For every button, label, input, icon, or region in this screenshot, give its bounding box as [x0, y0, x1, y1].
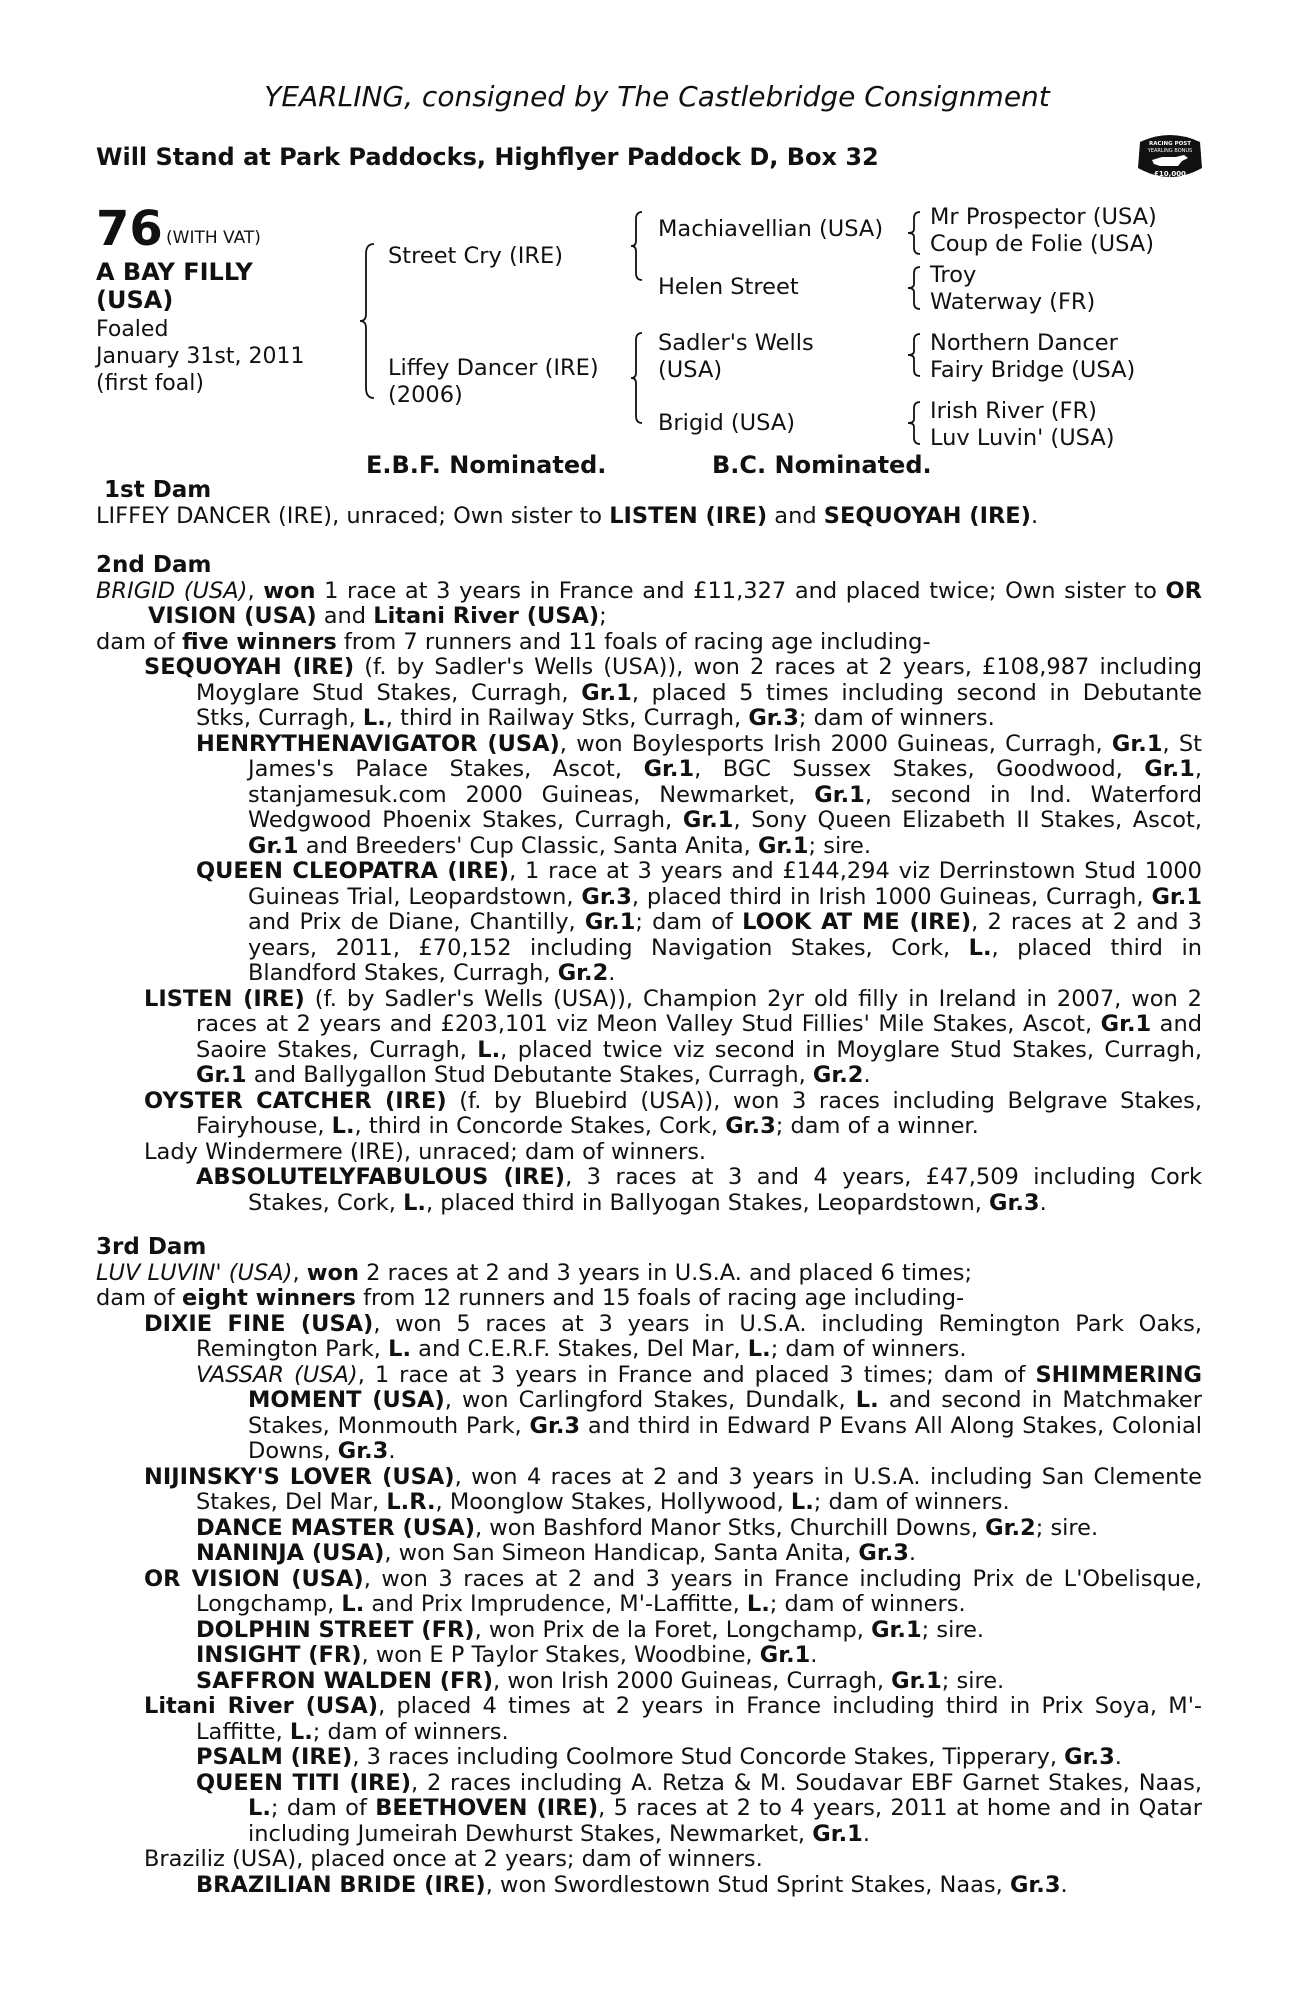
logo-text-mid: YEARLING BONUS — [1147, 148, 1193, 154]
pedigree-dsd: Fairy Bridge (USA) — [930, 357, 1136, 383]
bc-nominated: B.C. Nominated. — [712, 451, 932, 479]
pedigree-ddd: Luv Luvin' (USA) — [930, 425, 1115, 451]
pedigree-sds: Troy — [930, 262, 977, 288]
foaled-label: Foaled — [96, 317, 169, 342]
first-dam-text: LIFFEY DANCER (IRE), unraced; Own sister to LISTEN (IRE) and SEQUOYAH (IRE). — [96, 502, 1039, 529]
page-title: YEARLING, consigned by The Castlebridge Consignment — [264, 80, 1050, 113]
pedigree-brace-sire — [630, 207, 654, 285]
pedigree-brace-ds — [906, 330, 928, 380]
pedigree-brace-ss — [906, 208, 928, 258]
second-dam-intro: BRIGID (USA), won 1 race at 3 years in France and £11,327 and placed twice; Own sister to OR VISION (USA) and Litani River (USA); — [96, 577, 1202, 629]
pedigree-dam-line1: Liffey Dancer (IRE) — [388, 355, 599, 381]
first-dam-heading: 1st Dam — [104, 477, 212, 503]
pedigree-sss: Mr Prospector (USA) — [930, 204, 1157, 230]
second-dam-produce: dam of five winners from 7 runners and 11 foals of racing age including- — [96, 628, 931, 655]
pedigree-ssd: Coup de Folie (USA) — [930, 231, 1154, 257]
list-item: HENRYTHENAVIGATOR (USA), won Boylesports Irish 2000 Guineas, Curragh, Gr.1, St James's Palace Stakes, Ascot, Gr.1, BGC Sussex Stakes, Goodwood, Gr.1, stanjamesuk.com 2000 Guineas, Newmarket, Gr.1, second in Ind. Waterford Wedgwood Phoenix Stakes, Curragh, Gr.1, Sony Queen Elizabeth II Stakes, Ascot, Gr.1 and Breeders' Cup Classic, Santa Anita, Gr.1; sire. — [196, 730, 1202, 859]
vat-label: (WITH VAT) — [166, 228, 261, 248]
list-item: OYSTER CATCHER (IRE) (f. by Bluebird (USA)), won 3 races including Belgrave Stakes, Fairyhouse, L., third in Concorde Stakes, Cork, Gr.3; dam of a winner. — [144, 1087, 1203, 1139]
second-dam-heading: 2nd Dam — [96, 552, 212, 578]
logo-text-amount: £10,000 — [1154, 170, 1186, 178]
list-item: NIJINSKY'S LOVER (USA), won 4 races at 2 and 3 years in U.S.A. including San Clemente Stakes, Del Mar, L.R., Moonglow Stakes, Hollywood, L.; dam of winners. — [144, 1463, 1203, 1515]
list-item: QUEEN CLEOPATRA (IRE), 1 race at 3 years and £144,294 viz Derrinstown Stud 1000 Guineas Trial, Leopardstown, Gr.3, placed third in Irish 1000 Guineas, Curragh, Gr.1 and Prix de Diane, Chantilly, Gr.1; dam of LOOK AT ME (IRE), 2 races at 2 and 3 years, 2011, £70,152 including Navigation Stakes, Cork, L., placed third in Blandford Stakes, Curragh, Gr.2. — [196, 858, 1202, 986]
list-item: ABSOLUTELYFABULOUS (IRE), 3 races at 3 and 4 years, £47,509 including Cork Stakes, Cork, L., placed third in Ballyogan Stakes, Leopardstown, Gr.3. — [196, 1164, 1202, 1216]
first-foal: (first foal) — [96, 371, 204, 396]
list-item: LISTEN (IRE) (f. by Sadler's Wells (USA)), Champion 2yr old filly in Ireland in 2007, won 2 races at 2 years and £203,101 viz Meon Valley Stud Fillies' Mile Stakes, Ascot, Gr.1 and Saoire Stakes, Curragh, L., placed twice viz second in Moyglare Stud Stakes, Curragh, Gr.1 and Ballygallon Stud Debutante Stakes, Curragh, Gr.2. — [144, 985, 1203, 1088]
lot-name-line2: (USA) — [96, 286, 174, 314]
ebf-nominated: E.B.F. Nominated. — [366, 451, 607, 479]
list-item: OR VISION (USA), won 3 races at 2 and 3 years in France including Prix de L'Obelisque, Longchamp, L. and Prix Imprudence, M'-Laffitte, L.; dam of winners. — [144, 1565, 1202, 1617]
list-item: DANCE MASTER (USA), won Bashford Manor Stks, Churchill Downs, Gr.2; sire. — [196, 1514, 1099, 1541]
foaled-date: January 31st, 2011 — [96, 344, 305, 369]
pedigree-dds: Irish River (FR) — [930, 398, 1097, 424]
logo-text-top: RACING POST — [1148, 141, 1192, 147]
lot-description — [96, 258, 296, 314]
third-dam-heading: 3rd Dam — [96, 1234, 207, 1260]
list-item: SAFFRON WALDEN (FR), won Irish 2000 Guineas, Curragh, Gr.1; sire. — [196, 1667, 1005, 1694]
list-item: Lady Windermere (IRE), unraced; dam of winners. — [144, 1138, 707, 1165]
list-item: Litani River (USA), placed 4 times at 2 years in France including third in Prix Soya, M'-Laffitte, L.; dam of winners. — [144, 1693, 1202, 1745]
first-dam-section — [96, 478, 1202, 529]
second-dam-section — [96, 553, 1202, 1216]
pedigree-brace-gen1 — [360, 236, 390, 406]
list-item: DIXIE FINE (USA), won 5 races at 3 years in U.S.A. including Remington Park Oaks, Remington Park, L. and C.E.R.F. Stakes, Del Mar, L.; dam of winners. — [144, 1310, 1203, 1362]
pedigree-dd: Brigid (USA) — [658, 410, 796, 436]
pedigree-sdd: Waterway (FR) — [930, 289, 1096, 315]
list-item: BRAZILIAN BRIDE (IRE), won Swordlestown Stud Sprint Stakes, Naas, Gr.3. — [196, 1871, 1068, 1898]
third-dam-intro: LUV LUVIN' (USA), won 2 races at 2 and 3 years in U.S.A. and placed 6 times; — [96, 1259, 973, 1286]
list-item: SEQUOYAH (IRE) (f. by Sadler's Wells (USA)), won 2 races at 2 years, £108,987 including Moyglare Stud Stakes, Curragh, Gr.1, placed 5 times including second in Debutante Stks, Curragh, L., third in Railway Stks, Curragh, Gr.3; dam of winners. — [144, 654, 1202, 731]
list-item: INSIGHT (FR), won E P Taylor Stakes, Woodbine, Gr.1. — [196, 1642, 818, 1668]
pedigree-ds-line2: (USA) — [658, 357, 723, 383]
list-item: QUEEN TITI (IRE), 2 races including A. Retza & M. Soudavar EBF Garnet Stakes, Naas, L.; dam of BEETHOVEN (IRE), 5 races at 2 to 4 years, 2011 at home and in Qatar including Jumeirah Dewhurst Stakes, Newmarket, Gr.1. — [196, 1769, 1203, 1847]
pedigree-sire: Street Cry (IRE) — [388, 243, 563, 269]
third-dam-section — [96, 1235, 1202, 1898]
lot-name-line1: A BAY FILLY — [96, 258, 253, 286]
pedigree-ds — [658, 330, 814, 384]
lot-number: 76 — [96, 201, 163, 257]
pedigree-sd: Helen Street — [658, 274, 799, 300]
stand-location: Will Stand at Park Paddocks, Highflyer Paddock D, Box 32 — [96, 143, 879, 171]
pedigree-dam — [388, 355, 599, 409]
list-item: DOLPHIN STREET (FR), won Prix de la Foret, Longchamp, Gr.1; sire. — [196, 1616, 985, 1643]
pedigree-brace-dam — [630, 328, 654, 428]
pedigree-dss: Northern Dancer — [930, 330, 1118, 356]
foaled-info — [96, 316, 304, 397]
list-item: VASSAR (USA), 1 race at 3 years in France and placed 3 times; dam of SHIMMERING MOMENT (USA), won Carlingford Stakes, Dundalk, L. and second in Matchmaker Stakes, Monmouth Park, Gr.3 and third in Edward P Evans All Along Stakes, Colonial Downs, Gr.3. — [196, 1361, 1202, 1464]
yearling-bonus-logo — [1132, 128, 1208, 186]
pedigree-dam-line2: (2006) — [388, 382, 463, 408]
list-item: NANINJA (USA), won San Simeon Handicap, Santa Anita, Gr.3. — [196, 1540, 917, 1566]
pedigree-ss: Machiavellian (USA) — [658, 216, 884, 242]
pedigree-brace-dd — [906, 398, 928, 448]
list-item: Braziliz (USA), placed once at 2 years; dam of winners. — [144, 1846, 763, 1872]
third-dam-produce: dam of eight winners from 12 runners and 15 foals of racing age including- — [96, 1285, 965, 1311]
pedigree-ds-line1: Sadler's Wells — [658, 330, 814, 356]
list-item: PSALM (IRE), 3 races including Coolmore Stud Concorde Stakes, Tipperary, Gr.3. — [196, 1744, 1122, 1770]
pedigree-brace-sd — [906, 263, 928, 313]
